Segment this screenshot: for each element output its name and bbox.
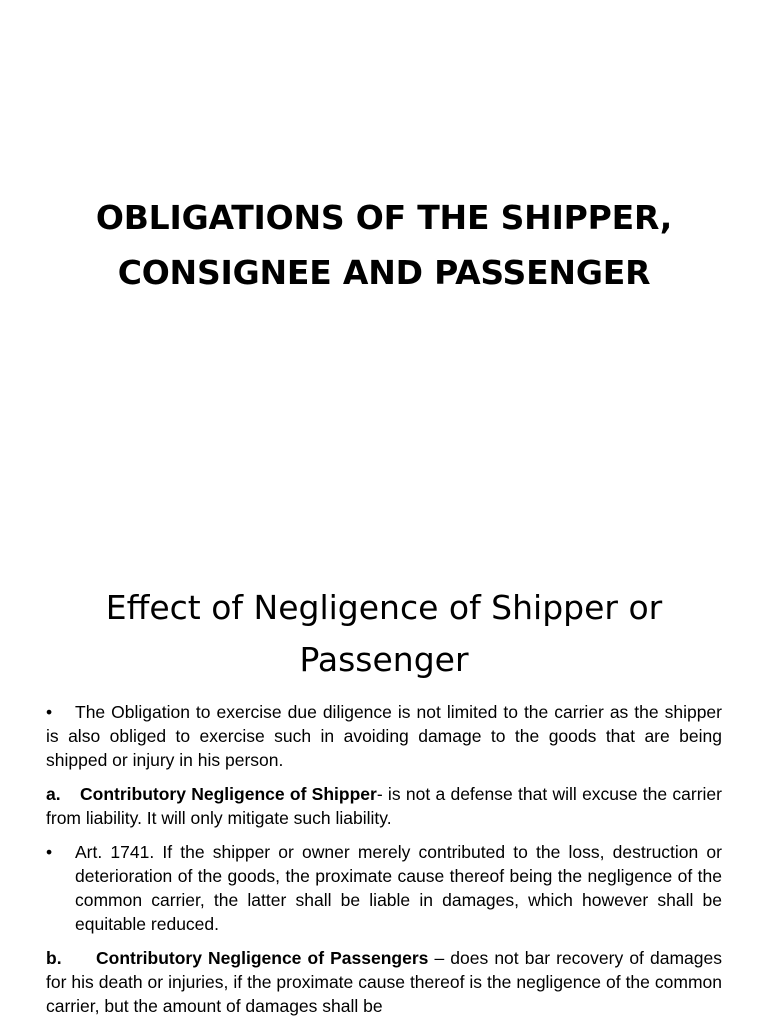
slide-1-title: [40, 190, 728, 300]
slide-2-title: [40, 582, 728, 686]
item-letter-b: b.: [46, 948, 62, 968]
slide-1-title-line-1: OBLIGATIONS OF THE SHIPPER,: [95, 198, 673, 237]
bullet-icon: •: [46, 842, 53, 862]
article-1741-text: Art. 1741. If the shipper or owner merely contributed to the loss, destruction or deterioration of the goods, the proximate cause thereof being the negligence of the common carrier, the latter shall be liable in damages, which however shall be equitable reduced.: [75, 842, 722, 934]
heading-passenger-negligence: Contributory Negligence of Passengers: [96, 948, 429, 968]
text-shipper-negligence: - is not a defense that will excuse the carrier from liability. It will only mitigate such liability.: [46, 784, 722, 828]
bullet-obligation-text: The Obligation to exercise due diligence is not limited to the carrier as the shipper is also obliged to exercise such in avoiding damage to the goods that are being shipped or injury in his person.: [46, 702, 722, 770]
text-passenger-negligence: – does not bar recovery of damages for his death or injuries, if the proximate cause thereof is the negligence of the common carrier, but the amount of damages shall be: [46, 948, 722, 1016]
slide-1-title-line-2: CONSIGNEE AND PASSENGER: [117, 253, 651, 292]
paragraph-shipper-negligence: [46, 782, 722, 830]
slide-2: [0, 540, 768, 1024]
bullet-item-article-1741: [46, 840, 722, 936]
bullet-icon: •: [46, 702, 53, 722]
heading-shipper-negligence: Contributory Negligence of Shipper: [80, 784, 377, 804]
bullet-item-obligation: [46, 700, 722, 772]
paragraph-passenger-negligence: [46, 946, 722, 1018]
slide-2-title-line-2: Passenger: [299, 640, 469, 679]
item-letter-a: a.: [46, 784, 61, 804]
slide-2-content: [46, 700, 722, 1028]
slide-2-title-line-1: Effect of Negligence of Shipper or: [105, 588, 663, 627]
